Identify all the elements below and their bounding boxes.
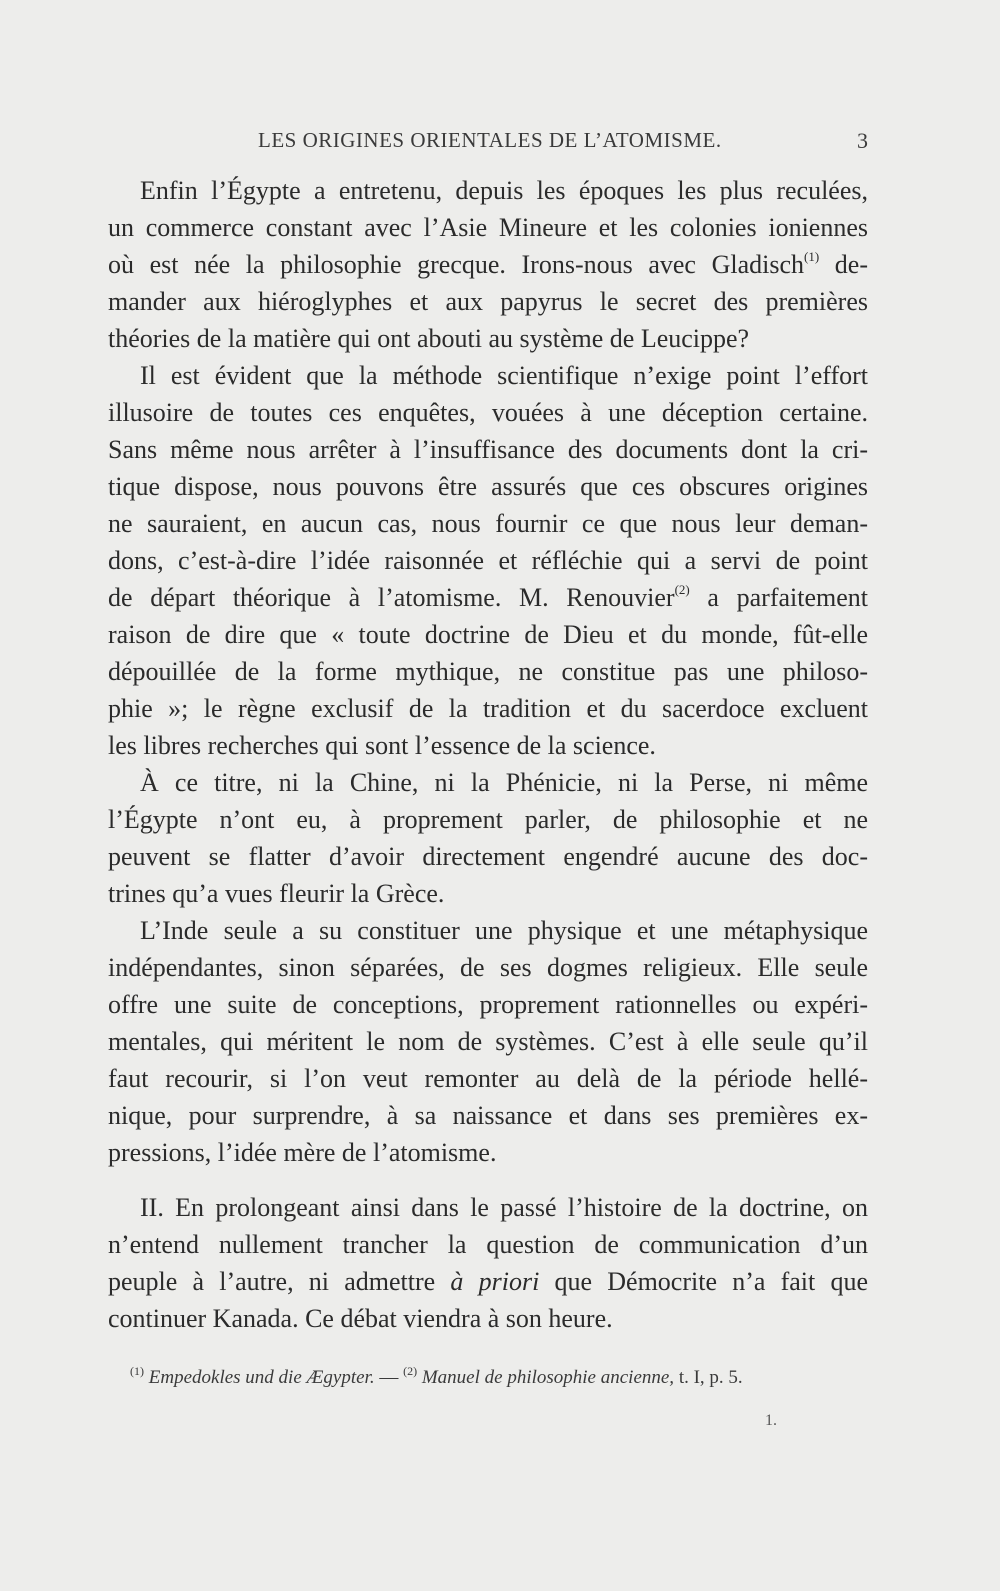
text-line: II. En prolongeant ainsi dans le passé l’histoire de la doctrine, on xyxy=(140,1193,868,1222)
text-line: L’Inde seule a su constituer une physique et une métaphysique xyxy=(140,916,868,945)
text-line: l’Égypte n’ont eu, à proprement parler, de philosophie et ne xyxy=(108,805,868,834)
text-line: dons, c’est-à-dire l’idée raisonnée et réfléchie qui a servi de point xyxy=(108,546,868,575)
text-line: Enfin l’Égypte a entretenu, depuis les époques les plus reculées, xyxy=(140,176,868,205)
text-line: les libres recherches qui sont l’essence de la science. xyxy=(108,731,656,760)
footnotes xyxy=(130,1364,830,1389)
page-number: 3 xyxy=(857,128,868,153)
footnote-separator: — xyxy=(374,1367,404,1388)
footnote-2: Manuel de philosophie ancienne, xyxy=(417,1367,675,1388)
text-line: un commerce constant avec l’Asie Mineure et les colonies ioniennes xyxy=(108,213,868,242)
signature-mark: 1. xyxy=(765,1412,777,1429)
text-line: illusoire de toutes ces enquêtes, vouées à une déception certaine. xyxy=(108,398,868,427)
text-line: dépouillée de la forme mythique, ne constitue pas une philoso- xyxy=(108,657,868,686)
footnote-1: Empedokles und die Ægypter. xyxy=(144,1367,375,1388)
text-line: pressions, l’idée mère de l’atomisme. xyxy=(108,1138,497,1167)
text-line: n’entend nullement trancher la question de communication d’un xyxy=(108,1230,868,1259)
text-line: Il est évident que la méthode scientifique n’exige point l’effort xyxy=(140,361,868,390)
text-line: indépendantes, sinon séparées, de ses dogmes religieux. Elle seule xyxy=(108,953,868,982)
text-line: offre une suite de conceptions, proprement rationnelles ou expéri- xyxy=(108,990,868,1019)
text-line: À ce titre, ni la Chine, ni la Phénicie, ni la Perse, ni même xyxy=(140,768,868,797)
running-head xyxy=(108,128,868,162)
footnote-marker-1: (1) xyxy=(804,249,820,264)
text-line: trines qu’a vues fleurir la Grèce. xyxy=(108,879,445,908)
text-line: mentales, qui méritent le nom de systèmes. C’est à elle seule qu’il xyxy=(108,1027,868,1056)
footnote-marker-2: (2) xyxy=(403,1364,418,1378)
text-line: faut recourir, si l’on veut remonter au delà de la période hellé- xyxy=(108,1064,868,1093)
text-line: peuple à l’autre, ni admettre à priori que Démocrite n’a fait que xyxy=(108,1267,868,1296)
text-line: mander aux hiéroglyphes et aux papyrus le secret des premières xyxy=(108,287,868,316)
text-line: phie »; le règne exclusif de la tradition et du sacerdoce excluent xyxy=(108,694,868,723)
text-line: raison de dire que « toute doctrine de Dieu et du monde, fût-elle xyxy=(108,620,868,649)
text-line: ne sauraient, en aucun cas, nous fournir ce que nous leur deman- xyxy=(108,509,868,538)
text-line: continuer Kanada. Ce débat viendra à son heure. xyxy=(108,1304,613,1333)
text-line: de départ théorique à l’atomisme. M. Renouvier$^{(2)}$ a parfaitement xyxy=(108,582,868,612)
text-line: théories de la matière qui ont abouti au système de Leucippe? xyxy=(108,324,750,353)
text-line: tique dispose, nous pouvons être assurés que ces obscures origines xyxy=(108,472,868,501)
body-text xyxy=(108,172,868,1337)
running-head-title: LES ORIGINES ORIENTALES DE L’ATOMISME. xyxy=(258,128,722,152)
text-line: Sans même nous arrêter à l’insuffisance des documents dont la cri- xyxy=(108,435,868,464)
text-line: nique, pour surprendre, à sa naissance et dans ses premières ex- xyxy=(108,1101,868,1130)
footnote-2-ref: t. I, p. 5. xyxy=(674,1367,743,1388)
text-line: peuvent se flatter d’avoir directement engendré aucune des doc- xyxy=(108,842,868,871)
text-line: où est née la philosophie grecque. Irons-nous avec Gladisch$^{(1)}$ de- xyxy=(108,249,869,279)
footnote-marker-2: (2) xyxy=(674,582,690,597)
footnote-marker-1: (1) xyxy=(130,1364,144,1378)
